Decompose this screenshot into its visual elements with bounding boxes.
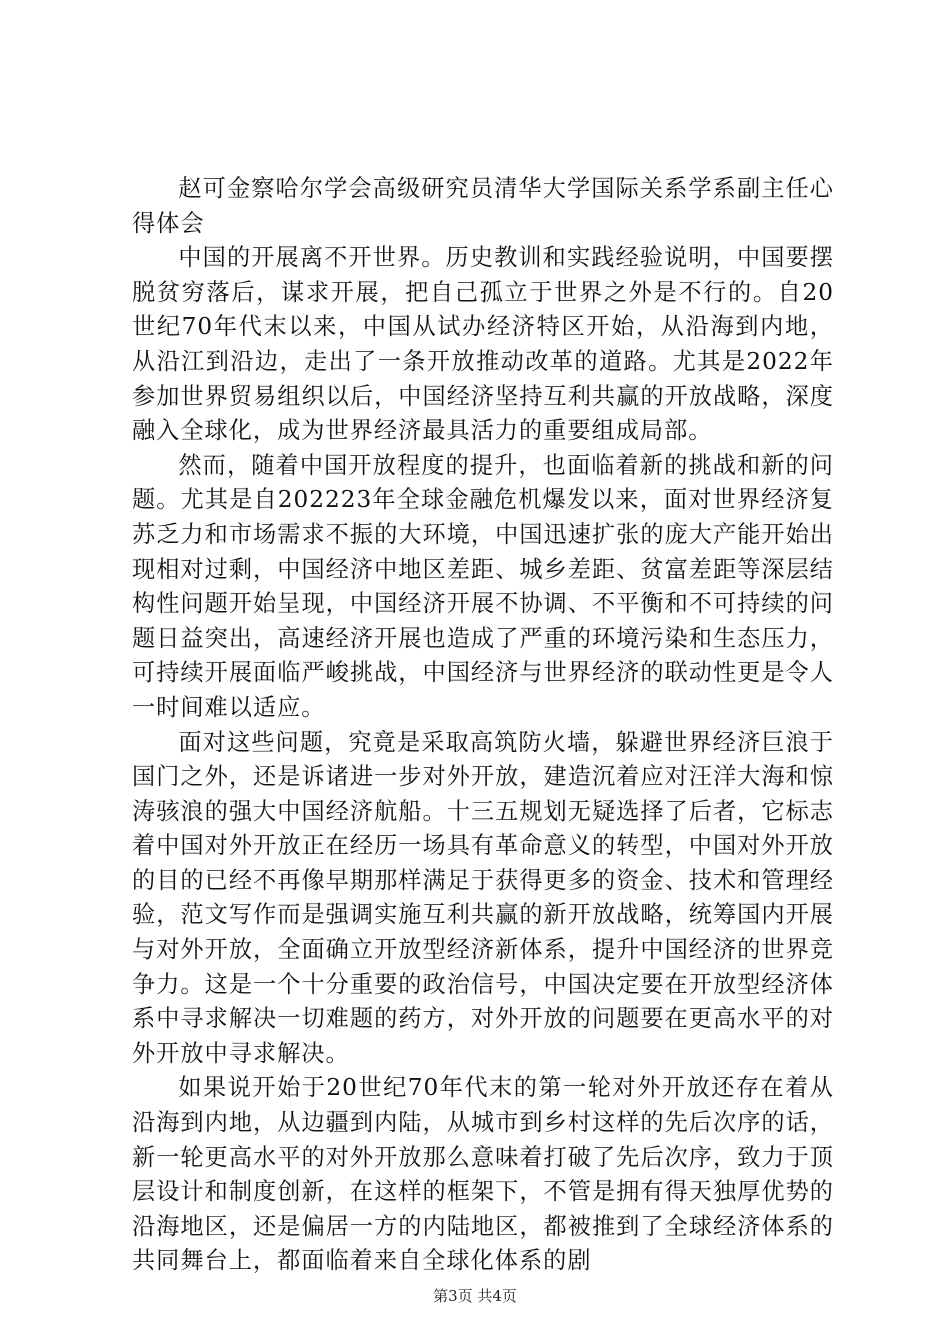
body-paragraph: 中国的开展离不开世界。历史教训和实践经验说明，中国要摆脱贫穷落后，谋求开展，把自己孤立于世界之外是不行的。自20世纪70年代末以来，中国从试办经济特区开始，从沿海到内地，从沿江到沿边，走出了一条开放推动改革的道路。尤其是2022年参加世界贸易组织以后，中国经济坚持互利共赢的开放战略，深度融入全球化，成为世界经济最具活力的重要组成局部。 [132, 244, 834, 445]
body-paragraph: 然而，随着中国开放程度的提升，也面临着新的挑战和新的问题。尤其是自202223年全球金融危机爆发以来，面对世界经济复苏乏力和市场需求不振的大环境，中国迅速扩张的庞大产能开始出现相对过剩，中国经济中地区差距、城乡差距、贫富差距等深层结构性问题开始呈现，中国经济开展不协调、不平衡和不可持续的问题日益突出，高速经济开展也造成了严重的环境污染和生态压力，可持续开展面临严峻挑战，中国经济与世界经济的联动性更是令人一时间难以适应。 [132, 451, 834, 721]
page-number-footer: 第3页 共4页 [433, 1287, 517, 1305]
document-title-paragraph: 赵可金察哈尔学会高级研究员清华大学国际关系学系副主任心得体会 [132, 175, 834, 237]
body-paragraph: 面对这些问题，究竟是采取高筑防火墙，躲避世界经济巨浪于国门之外，还是诉诸进一步对外开放，建造沉着应对汪洋大海和惊涛骇浪的强大中国经济航船。十三五规划无疑选择了后者，它标志着中国对外开放正在经历一场具有革命意义的转型，中国对外开放的目的已经不再像早期那样满足于获得更多的资金、技术和管理经验，范文写作而是强调实施互利共赢的新开放战略，统筹国内开展与对外开放，全面确立开放型经济新体系，提升中国经济的世界竞争力。这是一个十分重要的政治信号，中国决定要在开放型经济体系中寻求解决一切难题的药方，对外开放的问题要在更高水平的对外开放中寻求解决。 [132, 728, 834, 1067]
document-body [132, 172, 834, 1279]
body-paragraph: 如果说开始于20世纪70年代末的第一轮对外开放还存在着从沿海到内地，从边疆到内陆，从城市到乡村这样的先后次序的话，新一轮更高水平的对外开放那么意味着打破了先后次序，致力于顶层设计和制度创新，在这样的框架下，不管是拥有得天独厚优势的沿海地区，还是偏居一方的内陆地区，都被推到了全球经济体系的共同舞台上，都面临着来自全球化体系的剧 [132, 1074, 834, 1275]
